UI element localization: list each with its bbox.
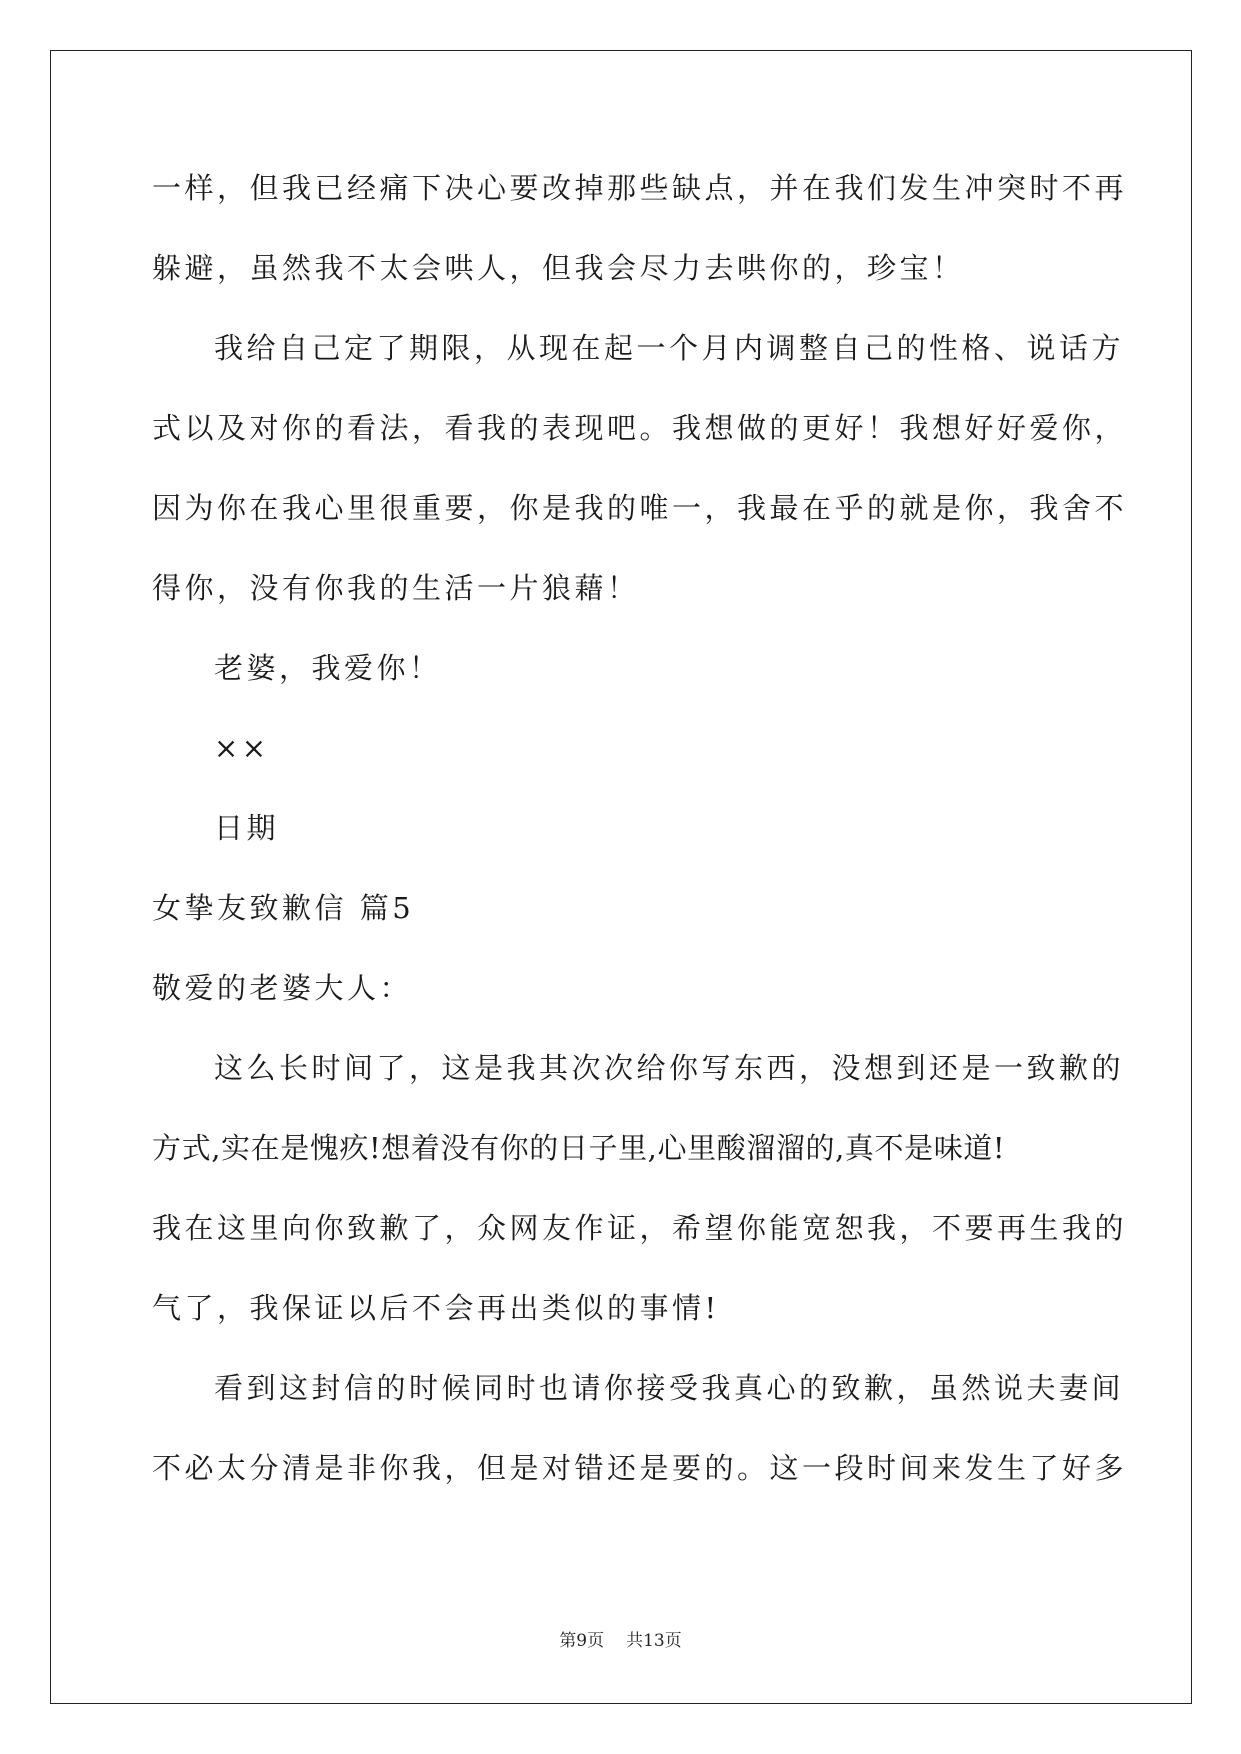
paragraph-line: 看到这封信的时候同时也请你接受我真心的致歉，虽然说夫妻间	[214, 1371, 1125, 1405]
date-line: 日期	[214, 811, 280, 845]
section-heading: 女挚友致歉信 篇5	[152, 891, 415, 925]
signature-line: ××	[214, 731, 270, 765]
paragraph-line: 因为你在我心里很重要，你是我的唯一，我最在乎的就是你，我舍不	[152, 491, 1128, 525]
salutation-line: 敬爱的老婆大人：	[152, 971, 413, 1005]
paragraph-line: 气了，我保证以后不会再出类似的事情!	[152, 1291, 720, 1325]
paragraph-line: 方式,实在是愧疚!想着没有你的日子里,心里酸溜溜的,真不是味道!	[152, 1131, 1006, 1165]
paragraph-line: 得你，没有你我的生活一片狼藉！	[152, 571, 640, 605]
page-footer	[0, 1630, 1241, 1652]
paragraph-line: 一样，但我已经痛下决心要改掉那些缺点，并在我们发生冲突时不再	[152, 171, 1128, 205]
closing-line: 老婆，我爱你！	[214, 651, 442, 685]
paragraph-line: 我给自己定了期限，从现在起一个月内调整自己的性格、说话方	[214, 331, 1125, 365]
paragraph-line: 我在这里向你致歉了，众网友作证，希望你能宽恕我，不要再生我的	[152, 1211, 1128, 1245]
paragraph-line: 躲避，虽然我不太会哄人，但我会尽力去哄你的，珍宝！	[152, 251, 965, 285]
paragraph-line: 不必太分清是非你我，但是对错还是要的。这一段时间来发生了好多	[152, 1451, 1128, 1485]
page-total: 共13页	[626, 1631, 682, 1651]
paragraph-line: 式以及对你的看法，看我的表现吧。我想做的更好！我想好好爱你，	[152, 411, 1128, 445]
paragraph-line: 这么长时间了，这是我其次次给你写东西，没想到还是一致歉的	[214, 1051, 1125, 1085]
page-number: 第9页	[559, 1631, 605, 1651]
